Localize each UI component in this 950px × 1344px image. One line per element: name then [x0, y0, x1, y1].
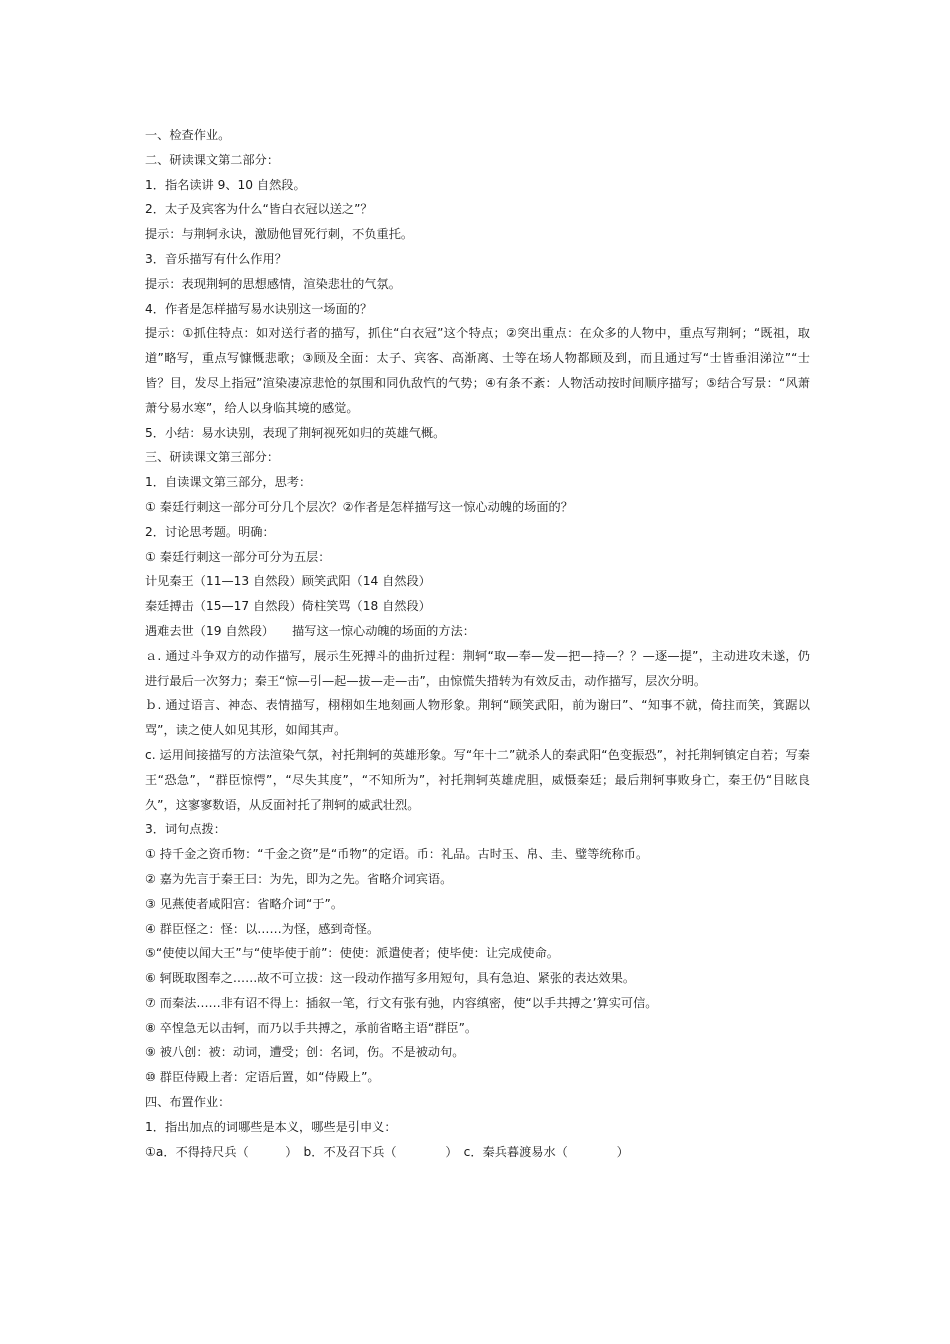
- question-3: 3．音乐描写有什么作用？: [145, 251, 287, 266]
- layers-row-2: 秦廷搏击（15—17 自然段）倚柱笑骂（18 自然段）: [145, 599, 431, 614]
- task-1-questions: ① 秦廷行刺这一部分可分几个层次？②作者是怎样描写这一惊心动魄的场面的？: [145, 499, 573, 514]
- word-note-9: ⑨ 被八创：被：动词，遭受；创：名词，伤。不是被动句。: [145, 1045, 465, 1060]
- hint-2: 提示：与荆轲永诀，激励他冒死行刺，不负重托。: [145, 227, 414, 242]
- word-note-5: ⑤“使使以闻大王”与“使毕使于前”：使使：派遣使者；使毕使：让完成使命。: [145, 946, 559, 961]
- word-notes-heading: 3．词句点拨：: [145, 822, 226, 837]
- word-note-2: ② 嘉为先言于秦王曰：为先，即为之先。省略介词宾语。: [145, 871, 453, 886]
- method-b-paragraph: ｂ. 通过语言、神态、表情描写，栩栩如生地刻画人物形象。荆轲“顾笑武阳，前为谢曰”、“知事不就，倚拄而笑，箕踞以骂”，读之使人如见其形，如闻其声。: [145, 698, 810, 738]
- task-1: 1．自读课文第三部分，思考：: [145, 475, 312, 490]
- method-a-paragraph: ａ. 通过斗争双方的动作描写，展示生死搏斗的曲折过程：荆轲“取—奉—发—把—持—？？—逐—提”，主动进攻未遂，仍进行最后一次努力；秦王“惊—引—起—拔—走—击”，由惊慌失措转为有效反击，动作描写，层次分明。: [145, 648, 810, 688]
- summary-5: 5．小结：易水诀别，表现了荆轲视死如归的英雄气概。: [145, 425, 446, 440]
- section-heading-3: 三、研读课文第三部分：: [145, 450, 280, 465]
- answer-layers-intro: ① 秦廷行刺这一部分可分为五层：: [145, 549, 331, 564]
- question-2: 2．太子及宾客为什么“皆白衣冠以送之”？: [145, 202, 373, 217]
- homework-1: 1．指出加点的词哪些是本义，哪些是引申义：: [145, 1119, 397, 1134]
- hint-3: 提示：表现荆轲的思想感情，渲染悲壮的气氛。: [145, 276, 401, 291]
- word-note-3: ③ 见燕使者咸阳宫：省略介词“于”。: [145, 896, 344, 911]
- word-note-7: ⑦ 而秦法……非有诏不得上：插叙一笔，行文有张有弛，内容缜密，使“以手共搏之’算实可信。: [145, 995, 658, 1010]
- hint-4-paragraph: 提示：①抓住特点：如对送行者的描写，抓住“白衣冠”这个特点；②突出重点：在众多的人物中，重点写荆轲；“既祖，取道”略写，重点写慷慨悲歌；③顾及全面：太子、宾客、高渐离、士等在场人物都顾及到，而且通过写“士皆垂泪涕泣”“士皆？目，发尽上指冠”渲染凄凉悲怆的氛围和同仇敌忾的气势；④有条不紊：人物活动按时间顺序描写；⑤结合写景：“风萧萧兮易水寒”，给人以身临其境的感觉。: [145, 326, 810, 415]
- word-note-6: ⑥ 轲既取图奉之……故不可立拔：这一段动作描写多用短句，具有急迫、紧张的表达效果。: [145, 971, 636, 986]
- word-note-1: ① 持千金之资币物：“千金之资”是“币物”的定语。币：礼品。古时玉、帛、圭、璧等统称币。: [145, 847, 649, 862]
- homework-1-items: ①a．不得持尺兵（ ） b．不及召下兵（ ） c．秦兵暮渡易水（ ）: [145, 1144, 629, 1159]
- word-note-10: ⑩ 群臣侍殿上者：定语后置，如“侍殿上”。: [145, 1070, 380, 1085]
- section-heading-4: 四、布置作业：: [145, 1095, 231, 1110]
- document-body: [145, 123, 810, 1164]
- methods-intro: 描写这一惊心动魄的场面的方法：: [292, 623, 475, 638]
- task-2: 2．讨论思考题。明确：: [145, 524, 275, 539]
- question-1: 1．指名读讲 9、10 自然段。: [145, 177, 306, 192]
- layers-row-1: 计见秦王（11—13 自然段）顾笑武阳（14 自然段）: [145, 574, 431, 589]
- section-heading-2: 二、研读课文第二部分：: [145, 152, 280, 167]
- method-c-paragraph: c. 运用间接描写的方法渲染气氛，衬托荆轲的英雄形象。写“年十二”就杀人的秦武阳“色变振恐”，衬托荆轲镇定自若；写秦王“恐急”，“群臣惊愕”，“尽失其度”，“不知所为”，衬托荆轲英雄虎胆，威慑秦廷；最后荆轲事败身亡，秦王仍“目眩良久”，这寥寥数语，从反面衬托了荆轲的威武壮烈。: [145, 747, 810, 812]
- section-heading-1: 一、检查作业。: [145, 128, 231, 142]
- layer-5: 遇难去世（19 自然段）: [145, 623, 275, 638]
- layers-row-3: [145, 619, 810, 644]
- word-note-4: ④ 群臣怪之：怪：以……为怪，感到奇怪。: [145, 921, 380, 936]
- word-note-8: ⑧ 卒惶急无以击轲，而乃以手共搏之，承前省略主语“群臣”。: [145, 1020, 478, 1035]
- question-4: 4．作者是怎样描写易水诀别这一场面的？: [145, 301, 373, 316]
